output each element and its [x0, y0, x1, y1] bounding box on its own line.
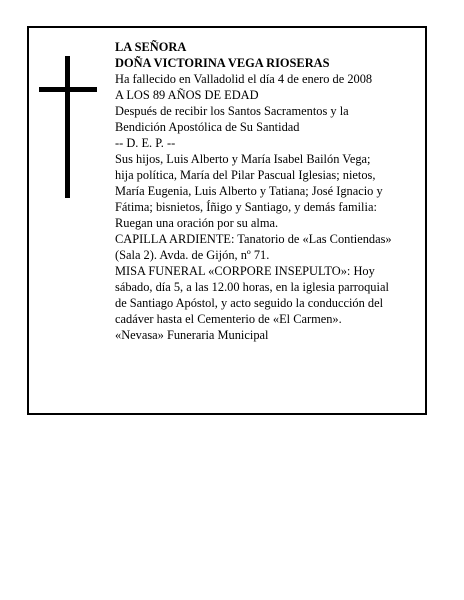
prayer-request: Ruegan una oración por su alma.: [115, 216, 279, 230]
notice-text: [115, 39, 415, 343]
mass-line-4: cadáver hasta el Cementerio de «El Carmen».: [115, 312, 342, 326]
sacraments-line-2: Bendición Apostólica de Su Santidad: [115, 120, 300, 134]
sacraments-line-1: Después de recibir los Santos Sacramentos y la: [115, 104, 349, 118]
death-statement: Ha fallecido en Valladolid el día 4 de enero de 2008: [115, 72, 373, 86]
cross-vertical-bar: [65, 56, 70, 198]
notice-heading: LA SEÑORA: [115, 40, 187, 54]
latin-cross-icon: [39, 56, 97, 198]
chapel-line-2: (Sala 2). Avda. de Gijón, nº 71.: [115, 248, 270, 262]
chapel-line-1: CAPILLA ARDIENTE: Tanatorio de «Las Contiendas»: [115, 232, 392, 246]
cross-horizontal-bar: [39, 87, 97, 92]
age-statement: A LOS 89 AÑOS DE EDAD: [115, 88, 259, 102]
family-line-3: María Eugenia, Luis Alberto y Tatiana; José Ignacio y: [115, 184, 383, 198]
mass-line-2: sábado, día 5, a las 12.00 horas, en la iglesia parroquial: [115, 280, 389, 294]
family-line-1: Sus hijos, Luis Alberto y María Isabel Bailón Vega;: [115, 152, 371, 166]
family-line-4: Fátima; bisnietos, Íñigo y Santiago, y demás familia:: [115, 200, 377, 214]
funeral-home: «Nevasa» Funeraria Municipal: [115, 328, 269, 342]
rip-line: -- D. E. P. --: [115, 136, 176, 150]
deceased-name: DOÑA VICTORINA VEGA RIOSERAS: [115, 56, 330, 70]
mass-line-1: MISA FUNERAL «CORPORE INSEPULTO»: Hoy: [115, 264, 375, 278]
family-line-2: hija política, María del Pilar Pascual Iglesias; nietos,: [115, 168, 376, 182]
obituary-notice: [27, 26, 427, 415]
mass-line-3: de Santiago Apóstol, y acto seguido la conducción del: [115, 296, 384, 310]
